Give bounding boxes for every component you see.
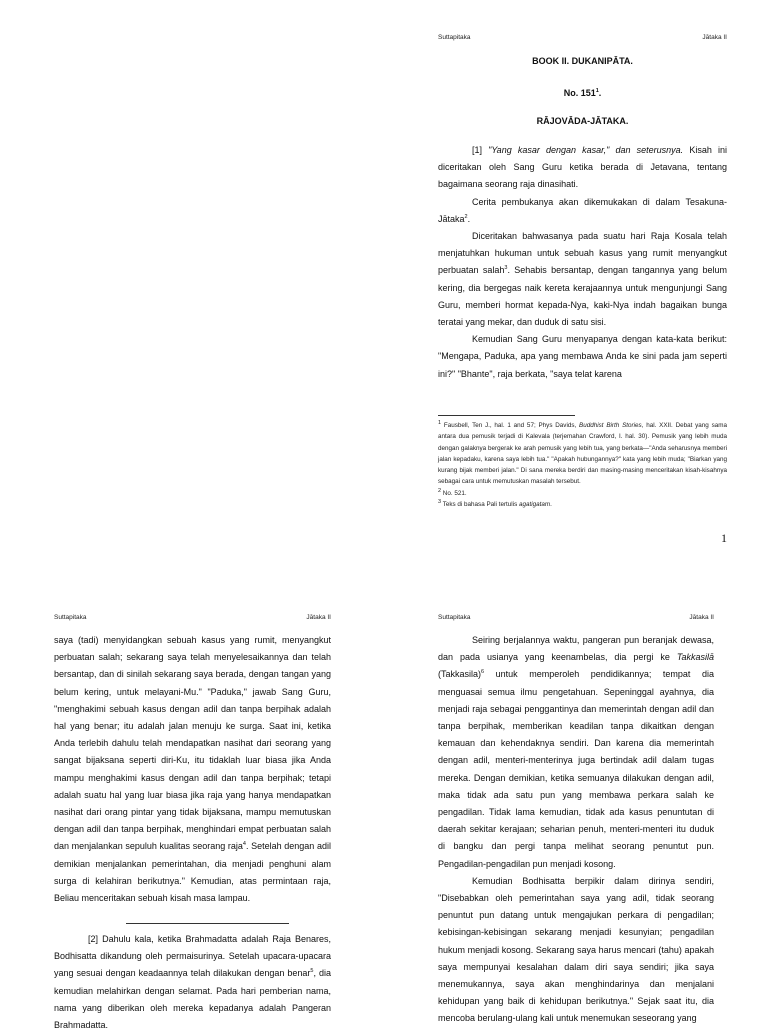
paragraph: Diceritakan bahwasanya pada suatu hari Raja Kosala telah menjatuhkan hukuman untuk sebuah kasus yang rumit menyangkut perbuatan salah$^3$. Sehabis bersantap, dengan tangannya yang belum kering, dia bergegas naik kereta kerajaannya untuk mengunjungi Sang Guru, memberi hormat kepada-Nya, kaki-Nya indah bagaikan bunga teratai yang mekar, dan duduk di satu sisi. [438,231,727,328]
header-right: Jātaka II [702,34,727,41]
header-right: Jātaka II [689,614,714,621]
paragraph: saya (tadi) menyidangkan sebuah kasus yang rumit, menyangkut perbuatan salah; sekarang saya telah menyelesaikannya dan telah bersantap, dan di sinilah sekarang saya berada, dengan tangan yang belum kering, untuk melayani-Mu." "Paduka," jawab Sang Guru, "menghakimi sebuah kasus dengan adil dan tanpa berpihak adalah hal yang benar; itu adalah jalan menuju ke surga. Saat ini, ketika Anda terlebih dahulu telah mendapatkan nasihat dari seorang yang sangat bijaksana seperti diri-Ku, itu tidaklah luar biasa jika Anda mampu menghakimi kasus dengan adil dan tanpa berpihak; tetapi adalah suatu hal yang luar biasa jika raja yang hanya mendapatkan nasihat dari orang pintar yang tidak bijaksana, mampu memutuskan dengan adil dan tanpa berpihak, menghindari empat perbuatan salah dan menjalankan sepuluh kualitas seorang raja$^4$. Setelah dengan adil demikian menjalankan pemerintahan, dia menjadi penghuni alam surga di kelahiran berikutnya." Kemudian, atas permintaan raja, Beliau menceritakan sebuah kisah masa lampau. [54,635,331,904]
page-3-body [438,632,714,1028]
paragraph: [2] Dahulu kala, ketika Brahmadatta adalah Raja Benares, Bodhisatta dikandung oleh permaisurinya. Setelah upacara-upacara yang sesuai dengan keadaannya telah dilakukan dengan benar$^5$, dia kemudian melahirkan dengan selamat. Pada hari pemberian nama, nama yang diberikan oleh mereka kepadanya adalah Pangeran Brahmadatta. [54,934,332,1031]
header-left: Suttapitaka [438,34,471,41]
page-2-body-top [54,632,331,907]
running-header [438,614,714,626]
header-right: Jātaka II [306,614,331,621]
running-header [54,614,331,626]
page-number: 1 [721,531,727,545]
page-1-body [438,142,727,383]
paragraph: [1] "Yang kasar dengan kasar," dan seterusnya. Kisah ini diceritakan oleh Sang Guru ketika berada di Jetavana, tentang bagaimana seorang raja dinasihati. [438,145,727,190]
paragraph: Kemudian Bodhisatta berpikir dalam dirinya sendiri, "Disebabkan oleh pemerintahan saya yang adil, tidak seorang penuntut pun datang untuk mengajukan perkara di pengadilan; kebisingan-kebisingan sekarang menjadi kesunyian; pengadilan hukum menjadi kosong. Sekarang saya harus mencari (tahu) apakah saya mempunyai kesalahan dalam diri saya sendiri; jika saya menemukannya, saya akan menghindarinya dan menjalani kehidupan yang baik di kehidupan berikutnya." Sejak saat itu, dia mencoba berulang-ulang kali untuk menemukan seseorang yang [438,875,714,1024]
jataka-number: No. $151^1$. [563,88,602,98]
header-left: Suttapitaka [438,614,471,621]
paragraph: Cerita pembukanya akan dikemukakan di dalam Tesakuna-Jātaka$^2$. [438,196,727,224]
jataka-title: RĀJOVĀDA-JĀTAKA. [536,116,629,126]
paragraph: Kemudian Sang Guru menyapanya dengan kata-kata berikut: "Mengapa, Paduka, apa yang membawa Anda ke sini pada jam seperti ini?" "Bhante", raja berkata, "saya telat karena [438,334,727,379]
header-left: Suttapitaka [54,614,87,621]
page-2-body-bottom [54,931,331,1034]
paragraph: Seiring berjalannya waktu, pangeran pun beranjak dewasa, dan pada usianya yang keenambelas, dia pergi ke Takkasilā (Takkasila)$^6$ untuk memperoleh pendidikannya; tempat dia menguasai semua ilmu pengetahuan. Sepeninggal ayahnya, dia menjadi raja sebagai penggantinya dan memerintah dengan adil dan tanpa berpihak, memberikan keadilan tanpa dikaitkan dengan kemauan dan kehendaknya sendiri. Dan karena dia memerintah dengan adil, menteri-menterinya juga bertindak adil dalam tugas mereka. Dengan demikian, ketika semuanya dilakukan dengan adil, maka tidak ada satu pun yang membawa perkara salah ke pengadilan. Tidak lama kemudian, tidak ada kasus penuntutan di daerah sekitar kerajaan; seharian penuh, menteri-menteri itu duduk di bangku dan pergi tanpa melihat seorang penuntut pun. Pengadilan-pengadilan pun menjadi kosong. [438,635,714,869]
footnote-1: $^1$ Fausbell, Ten J., hal. 1 and 57; Phys Davids, Buddhist Birth Stories, hal. XXII. Debat yang sama antara dua pemusik terjadi di Kalevala (terjemahan Crawford, I. hal. 30). Pemusik yang lebih muda dengan galaknya bergerak ke arah pemusik yang lebih tua, yang berkata—"Anda seharusnya memberi jalan kepadaku, karena saya lebih tua." "Apakah hubungannya?" kata yang lebih muda; "Biarkan yang kurang bijak memberi jalan." Di sana mereka berdiri dan masing-masing menceritakan kisah-kisahnya sebagai cara untuk memutuskan masalah tersebut. [438,419,727,486]
document-page-3 [438,614,714,1024]
document-page-2 [54,614,332,1031]
footnotes [438,420,727,510]
running-header [438,34,727,46]
footnote-3: $^3$ Teks di bahasa Pali tertulis agatigatam. [438,498,552,509]
book-title: BOOK II. DUKANIPĀTA. [532,56,633,66]
document-page-1 [438,34,727,554]
footnote-divider [438,415,575,416]
footnote-2: $^2$ No. 521. [438,487,467,497]
section-divider [126,923,289,924]
